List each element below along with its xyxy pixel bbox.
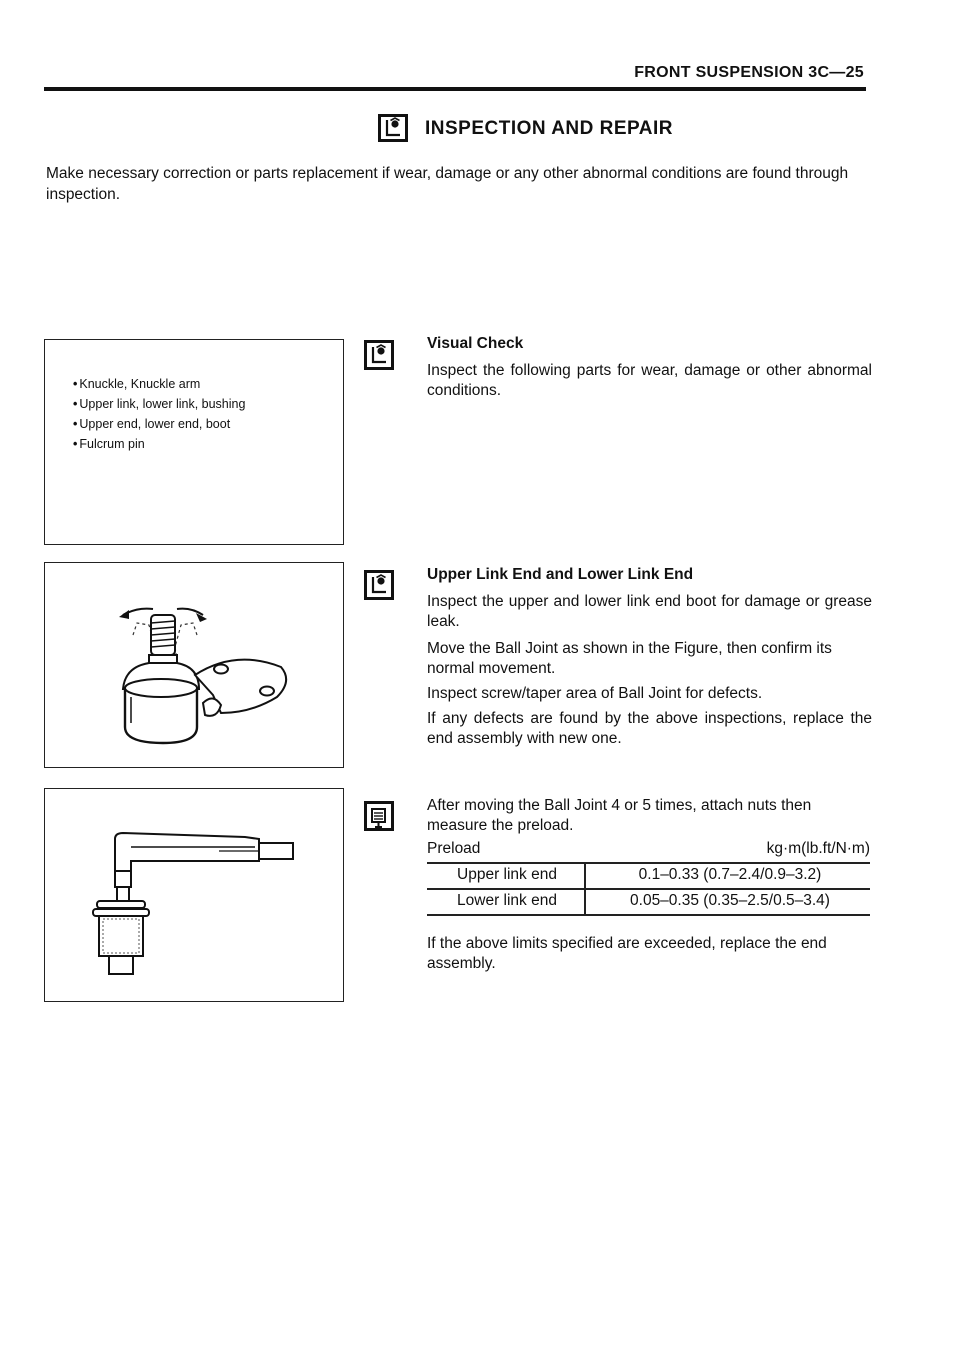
page-header-title: FRONT SUSPENSION 3C—25: [634, 64, 864, 81]
table-cell-part: Lower link end: [457, 892, 557, 909]
section-title: INSPECTION AND REPAIR: [425, 118, 674, 139]
parts-list-figure: [44, 339, 344, 545]
list-item: • Upper end, lower end, boot: [73, 414, 245, 434]
section-intro: Make necessary correction or parts replacement if wear, damage or any other abnormal conditions are found through inspection.: [46, 165, 849, 203]
preload-intro: After moving the Ball Joint 4 or 5 times, attach nuts then measure the preload.: [427, 797, 812, 834]
table-cell-part: Upper link end: [457, 866, 557, 883]
visual-check-text: Inspect the following parts for wear, damage or other abnormal conditions.: [427, 362, 872, 399]
ball-joint-illustration: [45, 563, 343, 767]
table-rule: [427, 888, 870, 890]
table-rule: [427, 914, 870, 916]
table-cell-value: 0.1–0.33 (0.7–2.4/0.9–3.2): [638, 866, 822, 883]
preload-gauge-illustration: [45, 789, 343, 1001]
list-item: • Upper link, lower link, bushing: [73, 394, 245, 414]
header-rule: [44, 87, 866, 91]
measure-icon: [364, 801, 394, 831]
preload-note: If the above limits specified are exceeded, replace the end assembly.: [427, 935, 827, 972]
ball-joint-figure: [44, 562, 344, 768]
list-item: • Knuckle, Knuckle arm: [73, 374, 245, 394]
visual-check-heading: Visual Check: [427, 335, 524, 352]
parts-list: [73, 374, 245, 454]
link-end-paragraph-4: If any defects are found by the above inspections, replace the end assembly with new one.: [427, 710, 872, 747]
list-item: • Fulcrum pin: [73, 434, 245, 454]
inspect-icon: [378, 114, 408, 142]
preload-label: Preload: [427, 840, 481, 857]
link-end-paragraph-3: Inspect screw/taper area of Ball Joint for defects.: [427, 685, 763, 702]
preload-unit: kg·m(lb.ft/N·m): [766, 840, 870, 857]
table-column-divider: [584, 862, 586, 915]
link-end-paragraph-2: Move the Ball Joint as shown in the Figure, then confirm its normal movement.: [427, 640, 832, 677]
inspect-icon: [364, 570, 394, 600]
link-end-heading: Upper Link End and Lower Link End: [427, 566, 694, 583]
table-cell-value: 0.05–0.35 (0.35–2.5/0.5–3.4): [630, 892, 830, 909]
table-rule: [427, 862, 870, 864]
link-end-paragraph-1: Inspect the upper and lower link end boot for damage or grease leak.: [427, 593, 872, 630]
inspect-icon: [364, 340, 394, 370]
preload-gauge-figure: [44, 788, 344, 1002]
